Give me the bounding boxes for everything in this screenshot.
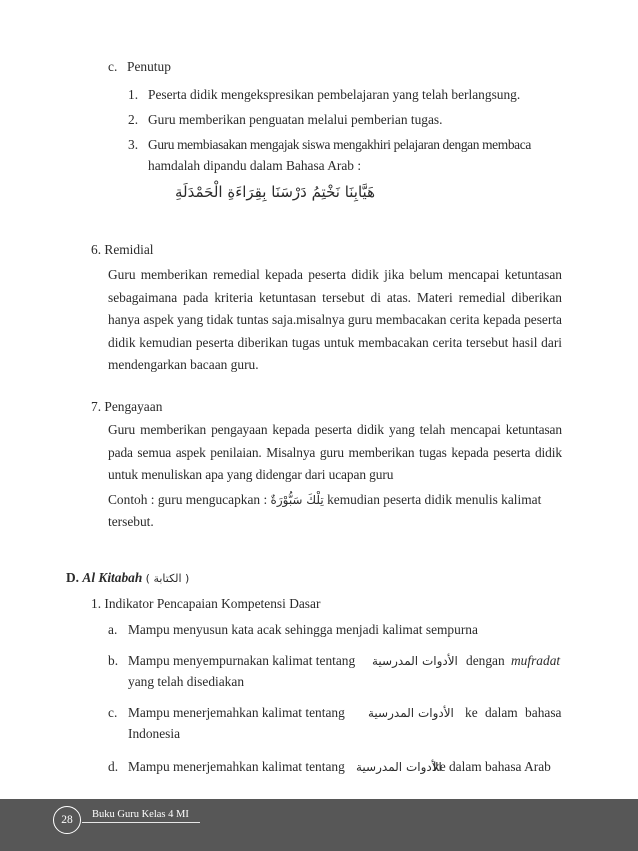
page-footer — [0, 799, 638, 851]
kitabah-letter: D. — [66, 570, 80, 585]
indikator-b-mid: dengan — [466, 653, 505, 668]
indikator-a-marker: a. — [108, 622, 118, 637]
indikator-c-marker: c. — [108, 705, 118, 720]
contoh-line — [108, 491, 562, 509]
footer-divider — [82, 822, 200, 823]
penutup-item-3-line1: Guru membiasakan mengajak siswa mengakhiri pelajaran dengan membaca — [148, 137, 531, 152]
footer-book-label: Buku Guru Kelas 4 MI — [92, 809, 189, 820]
penutup-item-3-num: 3. — [128, 137, 139, 152]
penutup-item-1-text: Peserta didik mengekspresikan pembelajaran yang telah berlangsung. — [148, 87, 521, 102]
indikator-a-text: Mampu menyusun kata acak sehingga menjadi kalimat sempurna — [128, 622, 478, 637]
pengayaan-paragraph: Guru memberikan pengayaan kepada peserta didik yang telah mencapai ketuntasan pada semua aspek penilaian. Misalnya guru memberikan tugas kepada peserta didik untuk menuliskan apa yang didengar dari ucapan guru — [108, 422, 562, 482]
indikator-heading: 1. Indikator Pencapaian Kompetensi Dasar — [91, 596, 321, 611]
penutup-item-2-num: 2. — [128, 112, 139, 127]
remidial-heading: 6. Remidial — [91, 242, 154, 257]
contoh-prefix: Contoh : guru mengucapkan : — [108, 492, 268, 507]
indikator-c-line2: Indonesia — [128, 726, 181, 741]
indikator-b-italic: mufradat — [511, 653, 561, 668]
indikator-b-line2: yang telah disediakan — [128, 674, 245, 689]
indikator-c-post: ke dalam bahasa — [465, 705, 562, 720]
indikator-b-pre: Mampu menyempurnakan kalimat tentang — [128, 653, 356, 668]
penutup-marker: c. — [108, 59, 118, 74]
penutup-item-2-text: Guru memberikan penguatan melalui pemberian tugas. — [148, 112, 443, 127]
page-number: 28 — [61, 814, 73, 826]
penutup-title: Penutup — [127, 59, 171, 74]
pengayaan-heading: 7. Pengayaan — [91, 399, 163, 414]
kitabah-heading — [66, 569, 189, 588]
kitabah-arabic: ( الكتابة ) — [145, 572, 190, 585]
page-number-badge — [53, 806, 81, 834]
indikator-d-pre: Mampu menerjemahkan kalimat tentang — [128, 759, 345, 774]
kitabah-title: Al Kitabah — [82, 570, 143, 585]
indikator-d-marker: d. — [108, 759, 119, 774]
penutup-item-1-num: 1. — [128, 87, 139, 102]
remidial-paragraph: Guru memberikan remedial kepada peserta didik jika belum mencapai ketuntasan sebagaimana pada kriteria ketuntasan tersebut di atas. Materi remedial diberikan hanya aspek yang tidak tuntas saja.misalnya guru membacakan cerita kepada peserta didik kemudian peserta diberikan tugas untuk membacakan cerita tersebut hasil dari mendengarkan bacaan guru. — [108, 267, 562, 372]
hamdalah-arabic: هَيَّابِنَا نَخْتِمُ دَرْسَنَا بِقِرَاءَةِ الْحَمْدَلَةِ — [174, 183, 375, 201]
contoh-suffix: kemudian peserta didik menulis kalimat — [327, 492, 542, 507]
indikator-c-arabic: الأدوات المدرسية — [368, 706, 454, 720]
indikator-c-pre: Mampu menerjemahkan kalimat tentang — [128, 705, 345, 720]
penutup-item-3-line2: hamdalah dipandu dalam Bahasa Arab : — [148, 158, 362, 173]
indikator-d-post: ke dalam bahasa Arab — [433, 759, 551, 774]
contoh-line2: tersebut. — [108, 514, 154, 529]
contoh-arabic: تِلْكَ سَبُّوْرَةٌ — [270, 493, 324, 507]
indikator-b-arabic: الأدوات المدرسية — [372, 654, 458, 668]
indikator-d-arabic: الأدوات المدرسية — [356, 760, 442, 774]
indikator-b-marker: b. — [108, 653, 119, 668]
